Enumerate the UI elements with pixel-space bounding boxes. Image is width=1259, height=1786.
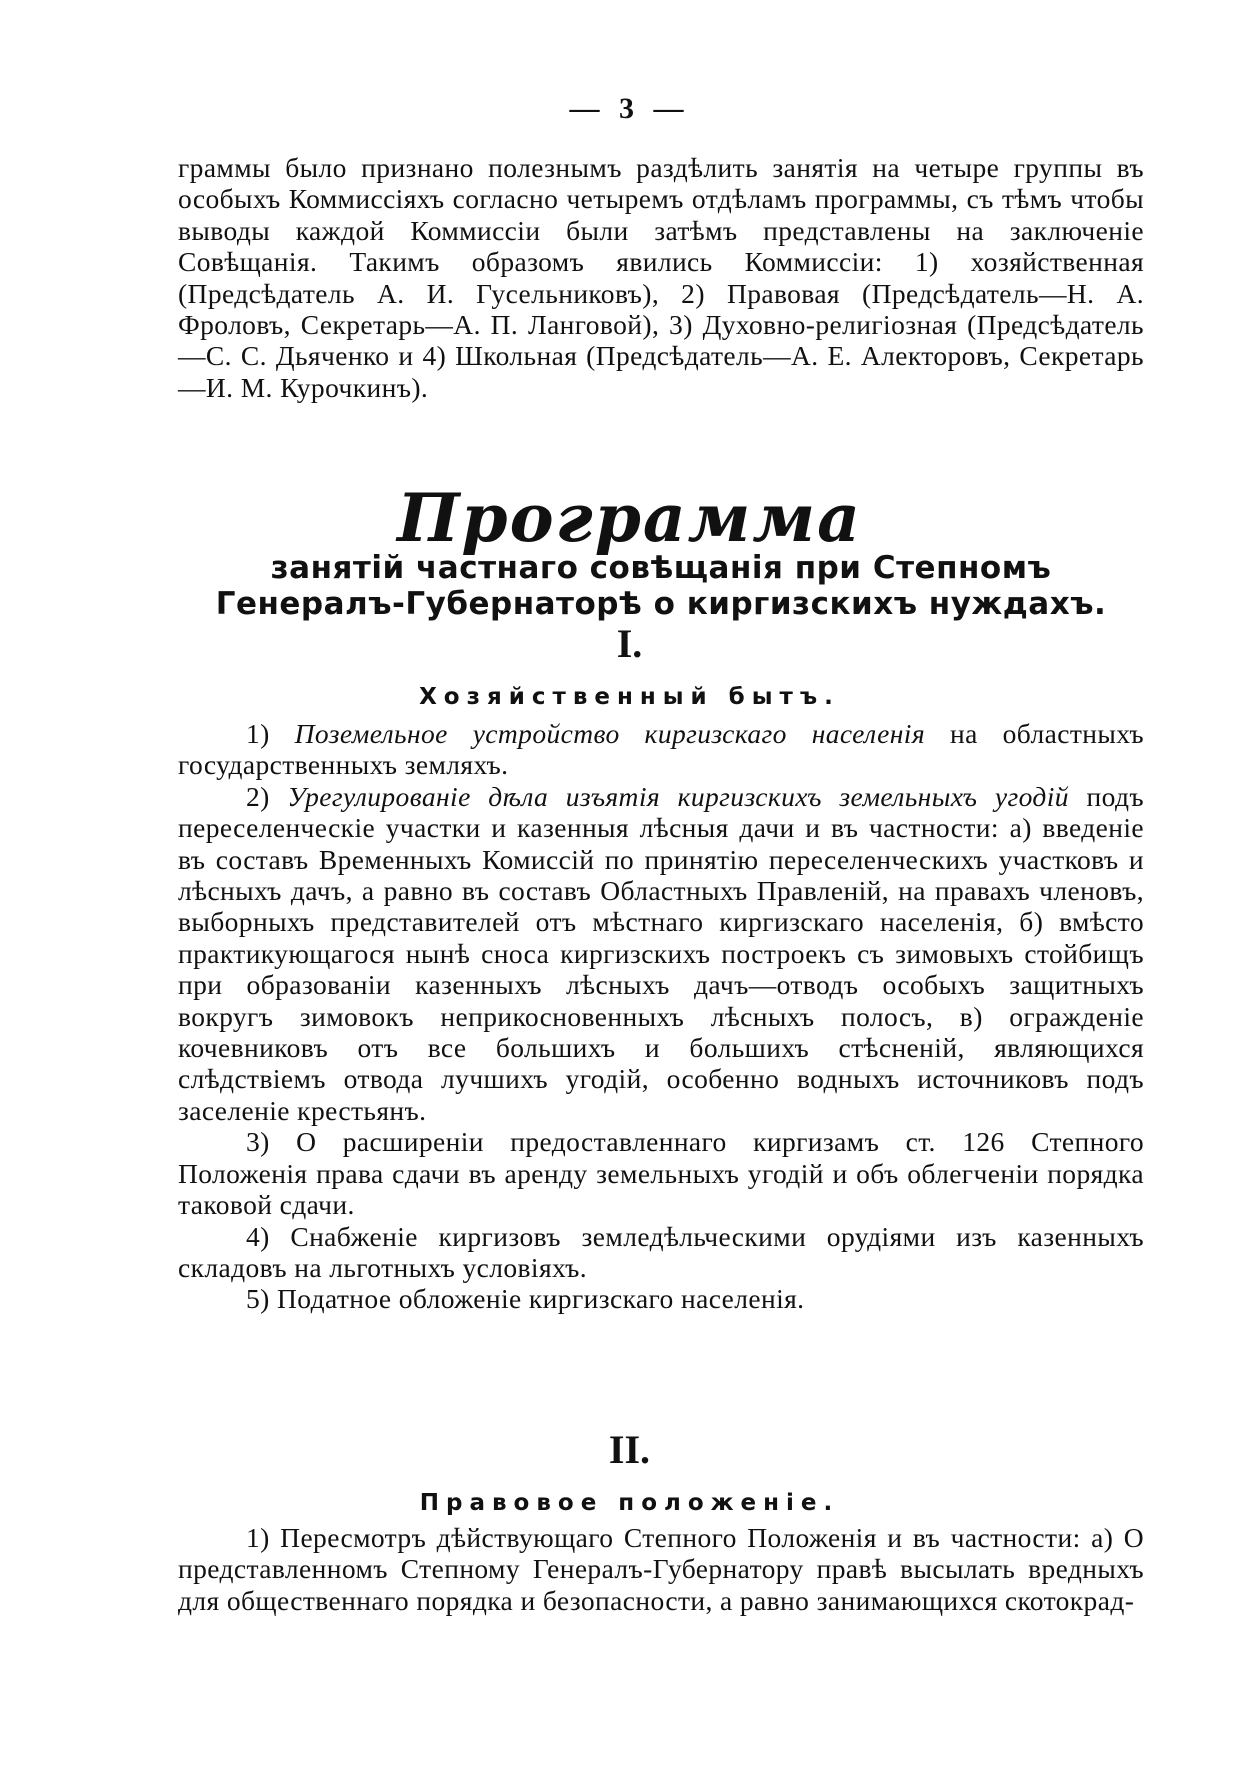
section-1-numeral: I. bbox=[616, 621, 643, 666]
section-2-body bbox=[178, 1522, 1144, 1616]
program-subtitle: занятій частнаго совѣщанія при Степномъ Генералъ-Губернаторѣ о киргизскихъ нуждахъ. bbox=[215, 550, 1107, 622]
section-1-heading: Хозяйственный бытъ. bbox=[419, 684, 840, 710]
section-1-item-2 bbox=[178, 781, 1144, 1126]
item-italic-heading: Урегулированіе дѣла изъятія киргизскихъ земельныхъ угодій bbox=[287, 780, 1069, 812]
section-1-item-1 bbox=[178, 718, 1144, 781]
section-1-body bbox=[178, 718, 1144, 1315]
program-title: Программа bbox=[397, 479, 862, 557]
item-italic-heading: Поземельное устройство киргизскаго населенія bbox=[294, 718, 926, 749]
section-2-item-1: 1) Пересмотръ дѣйствующаго Степного Положенія и въ частности: а) О представленномъ Степному Генералъ-Губернатору правѣ высылать вредныхъ для общественнаго порядка и безопасности, а равно занимающихся скотокрад- bbox=[178, 1522, 1144, 1616]
intro-paragraph: граммы было признано полезнымъ раздѣлить занятія на четыре группы въ особыхъ Коммиссіяхъ согласно четыремъ отдѣламъ программы, съ тѣмъ чтобы выводы каждой Коммиссіи были затѣмъ представлены на заключеніе Совѣщанія. Такимъ образомъ явились Коммиссіи: 1) хозяйственная (Предсѣдатель А. И. Гусельниковъ), 2) Правовая (Предсѣдатель—Н. А. Фроловъ, Секретарь—А. П. Ланговой), 3) Духовно-религіозная (Предсѣдатель—С. С. Дьяченко и 4) Школьная (Предсѣдатель—А. Е. Алекторовъ, Секретарь—И. М. Курочкинъ). bbox=[178, 152, 1144, 403]
section-1-item-3: 3) О расширеніи предоставленнаго киргизамъ ст. 126 Степного Положенія права сдачи въ аренду земельныхъ угодій и объ облегченіи порядка таковой сдачи. bbox=[178, 1126, 1144, 1221]
page-number: — 3 — bbox=[569, 92, 690, 125]
item-number: 2) bbox=[246, 780, 270, 812]
item-text: на областныхъ государственныхъ земляхъ. bbox=[178, 718, 1144, 781]
section-1-item-5: 5) Податное обложеніе киргизскаго населенія. bbox=[246, 1283, 805, 1315]
section-2-heading: Правовое положеніе. bbox=[419, 1490, 840, 1516]
section-2-numeral: II. bbox=[608, 1427, 651, 1472]
item-text: подъ переселенческіе участки и казенныя лѣсныя дачи и въ частности: а) введеніе въ составъ Временныхъ Комиссій по принятію переселенческихъ участковъ и лѣсныхъ дачъ, а равно въ составъ Областныхъ Правленій, на правахъ членовъ, выборныхъ представителей отъ мѣстнаго киргизскаго населенія, б) вмѣсто практикующагося нынѣ сноса киргизскихъ построекъ съ зимовыхъ стойбищъ при образованіи казенныхъ лѣсныхъ дачъ—отводъ особыхъ защитныхъ вокругъ зимовокъ неприкосновенныхъ лѣсныхъ полосъ, в) огражденіе кочевниковъ отъ все большихъ и большихъ стѣсненій, являющихся слѣдствіемъ отвода лучшихъ угодій, особенно водныхъ источниковъ подъ заселеніе крестьянъ. bbox=[178, 780, 1145, 1126]
intro-block bbox=[178, 152, 1144, 403]
section-1-item-4: 4) Снабженіе киргизовъ земледѣльческими орудіями изъ казенныхъ складовъ на льготныхъ условіяхъ. bbox=[178, 1220, 1144, 1283]
item-number: 1) bbox=[246, 718, 270, 749]
